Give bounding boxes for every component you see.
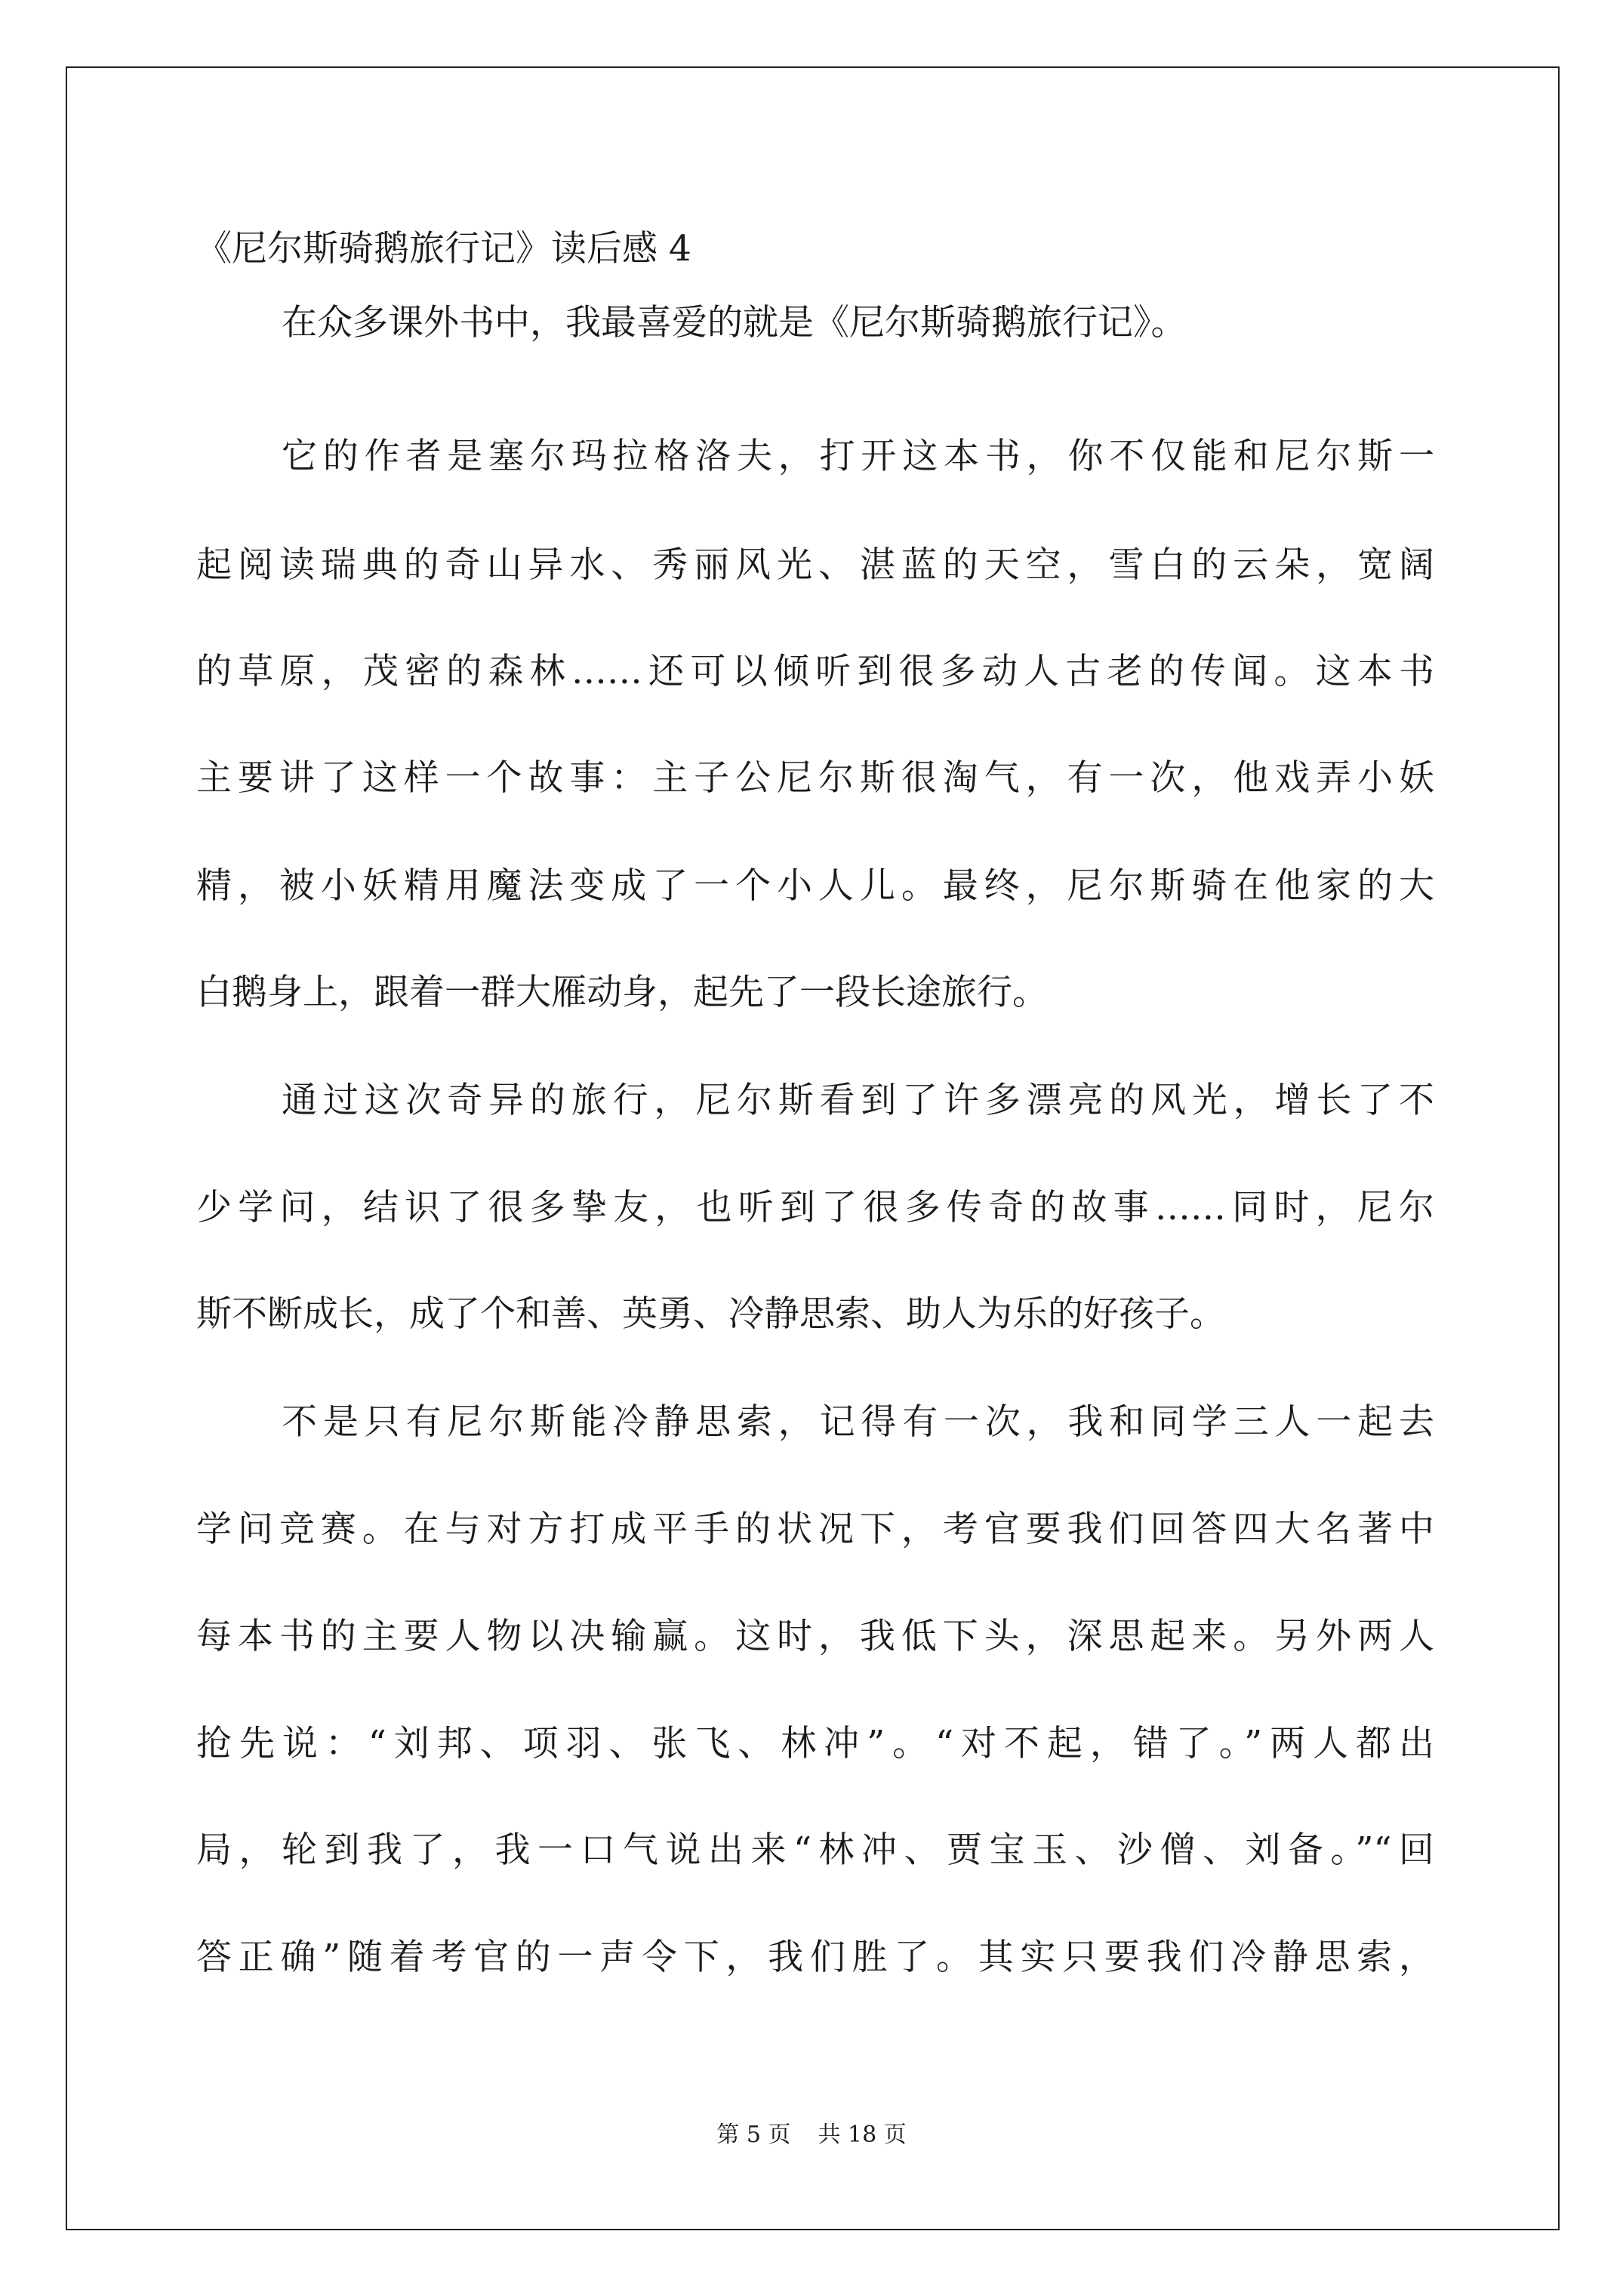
paragraph-line: 的草原，茂密的森林……还可以倾听到很多动人古老的传闻。这本书 bbox=[196, 651, 1434, 692]
document-title: 《尼尔斯骑鹅旅行记》读后感 4 bbox=[196, 228, 691, 270]
page-footer bbox=[0, 2120, 1623, 2150]
paragraph-line: 每本书的主要人物以决输赢。这时，我低下头，深思起来。另外两人 bbox=[196, 1616, 1434, 1657]
page-number: 第 5 页 bbox=[716, 2122, 791, 2148]
paragraph-line: 起阅读瑞典的奇山异水、秀丽风光、湛蓝的天空，雪白的云朵，宽阔 bbox=[196, 544, 1434, 586]
paragraph-line: 答正确”随着考官的一声令下，我们胜了。其实只要我们冷静思索， bbox=[196, 1937, 1434, 1978]
paragraph-line: 它的作者是塞尔玛拉格洛夫，打开这本书，你不仅能和尼尔斯一 bbox=[282, 436, 1434, 477]
paragraph-line: 学问竞赛。在与对方打成平手的状况下，考官要我们回答四大名著中 bbox=[196, 1509, 1434, 1550]
paragraph-line: 不是只有尼尔斯能冷静思索，记得有一次，我和同学三人一起去 bbox=[282, 1401, 1434, 1443]
page-total: 共 18 页 bbox=[818, 2122, 907, 2148]
paragraph-line: 在众多课外书中，我最喜爱的就是《尼尔斯骑鹅旅行记》。 bbox=[282, 302, 1187, 344]
paragraph-line: 少学问，结识了很多挚友，也听到了很多传奇的故事……同时，尼尔 bbox=[196, 1187, 1434, 1228]
paragraph-line: 白鹅身上，跟着一群大雁动身，起先了一段长途旅行。 bbox=[196, 972, 1048, 1013]
paragraph-line: 通过这次奇异的旅行，尼尔斯看到了许多漂亮的风光，增长了不 bbox=[282, 1080, 1434, 1121]
paragraph-line: 抢先说：“刘邦、项羽、张飞、林冲”。“对不起，错了。”两人都出 bbox=[196, 1723, 1434, 1764]
paragraph-line: 主要讲了这样一个故事：主子公尼尔斯很淘气，有一次，他戏弄小妖 bbox=[196, 757, 1434, 799]
paragraph-line: 斯不断成长，成了个和善、英勇、冷静思索、助人为乐的好孩子。 bbox=[196, 1293, 1225, 1335]
page-border bbox=[66, 66, 1560, 2230]
paragraph-line: 精，被小妖精用魔法变成了一个小人儿。最终，尼尔斯骑在他家的大 bbox=[196, 865, 1434, 907]
paragraph-line: 局，轮到我了，我一口气说出来“林冲、贾宝玉、沙僧、刘备。”“回 bbox=[196, 1829, 1434, 1871]
